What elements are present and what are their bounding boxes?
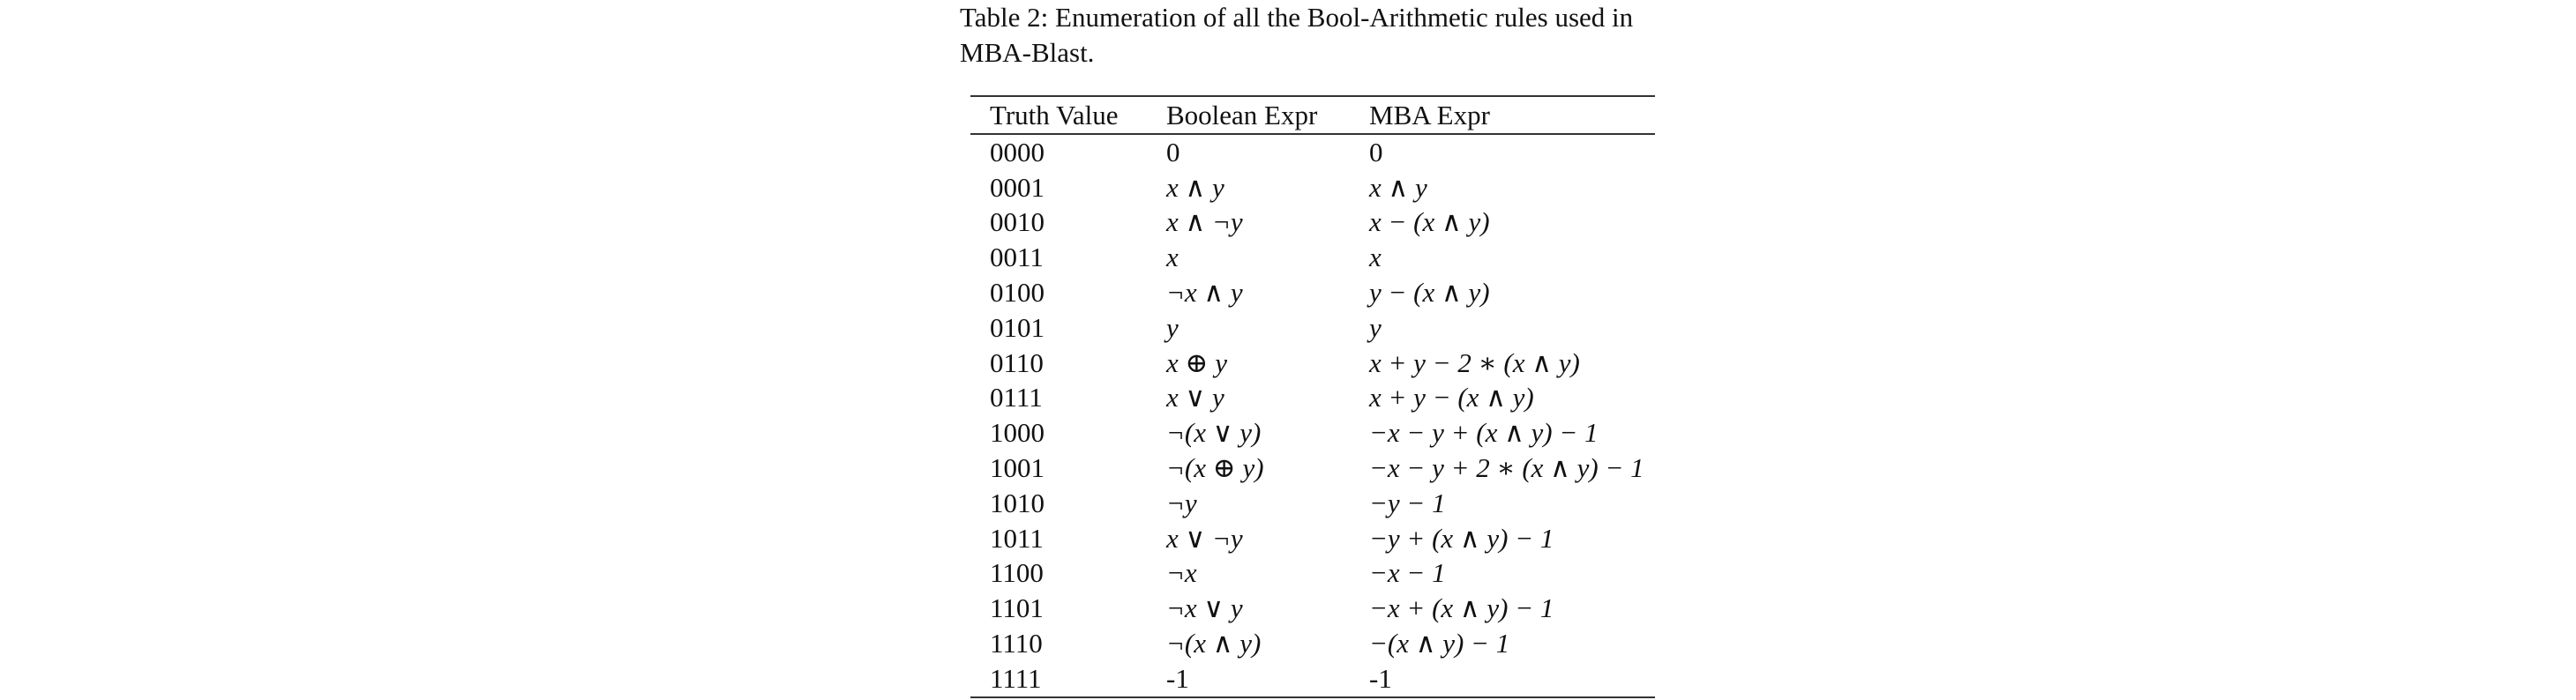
cell-boolean-expr: x: [1166, 242, 1179, 273]
cell-truth-value: 1100: [990, 557, 1044, 589]
cell-boolean-expr: ¬x: [1166, 557, 1197, 589]
table-caption: Table 2: Enumeration of all the Bool-Arithmetic rules used in MBA-Blast.: [960, 2, 1634, 68]
table-row: [970, 486, 1655, 521]
cell-truth-value: 1111: [990, 662, 1042, 694]
cell-boolean-expr: x ∨ y: [1166, 382, 1224, 413]
cell-mba-expr: x: [1369, 242, 1382, 273]
table-row: [970, 661, 1655, 697]
cell-mba-expr: y − (x ∧ y): [1369, 277, 1490, 309]
cell-boolean-expr: ¬(x ∨ y): [1166, 417, 1262, 449]
header-boolean-expr: Boolean Expr: [1166, 99, 1318, 130]
cell-mba-expr: −x − y + 2 ∗ (x ∧ y) − 1: [1369, 452, 1644, 484]
cell-boolean-expr: ¬x ∧ y: [1166, 277, 1243, 309]
cell-truth-value: 0110: [990, 346, 1044, 378]
rules-table-container: [970, 95, 1659, 698]
cell-truth-value: 0100: [990, 277, 1045, 309]
cell-mba-expr: 0: [1369, 136, 1383, 168]
cell-mba-expr: −x − y + (x ∧ y) − 1: [1369, 417, 1599, 449]
cell-boolean-expr: x ∨ ¬y: [1166, 522, 1243, 554]
cell-mba-expr: −x + (x ∧ y) − 1: [1369, 592, 1554, 624]
cell-boolean-expr: x ⊕ y: [1166, 346, 1227, 378]
table-row: [970, 134, 1655, 170]
table-row: [970, 521, 1655, 556]
cell-truth-value: 0010: [990, 206, 1045, 238]
cell-mba-expr: −y − 1: [1369, 487, 1446, 518]
cell-boolean-expr: ¬(x ⊕ y): [1166, 452, 1264, 484]
cell-mba-expr: −x − 1: [1369, 557, 1446, 589]
cell-truth-value: 1011: [990, 522, 1044, 554]
cell-boolean-expr: x ∧ y: [1166, 171, 1224, 203]
cell-truth-value: 1001: [990, 452, 1045, 484]
cell-truth-value: 1010: [990, 487, 1045, 518]
cell-truth-value: 0001: [990, 171, 1045, 203]
table-row: [970, 591, 1655, 626]
table-row: [970, 240, 1655, 275]
table-row: [970, 346, 1655, 381]
header-mba-expr: MBA Expr: [1369, 99, 1490, 130]
cell-boolean-expr: ¬x ∨ y: [1166, 592, 1243, 624]
cell-truth-value: 0101: [990, 311, 1045, 343]
table-row: [970, 205, 1655, 241]
bool-arithmetic-rules-table: [970, 95, 1655, 698]
cell-boolean-expr: 0: [1166, 136, 1180, 168]
cell-mba-expr: y: [1369, 311, 1382, 343]
header-truth-value: Truth Value: [990, 99, 1119, 130]
cell-boolean-expr: ¬(x ∧ y): [1166, 628, 1262, 659]
cell-boolean-expr: -1: [1166, 662, 1189, 694]
cell-boolean-expr: x ∧ ¬y: [1166, 206, 1243, 238]
table-header-row: [970, 96, 1655, 134]
cell-boolean-expr: y: [1166, 311, 1179, 343]
cell-truth-value: 1000: [990, 417, 1045, 449]
cell-mba-expr: −y + (x ∧ y) − 1: [1369, 522, 1554, 554]
cell-mba-expr: x + y − (x ∧ y): [1369, 382, 1534, 413]
cell-mba-expr: x ∧ y: [1369, 171, 1427, 203]
table-row: [970, 626, 1655, 661]
cell-truth-value: 1101: [990, 592, 1044, 624]
table-row: [970, 451, 1655, 486]
table-row: [970, 170, 1655, 205]
cell-mba-expr: -1: [1369, 662, 1392, 694]
table-row: [970, 556, 1655, 592]
table-row: [970, 415, 1655, 451]
cell-truth-value: 1110: [990, 628, 1043, 659]
cell-truth-value: 0011: [990, 242, 1044, 273]
table-row: [970, 381, 1655, 416]
cell-truth-value: 0111: [990, 382, 1043, 413]
cell-truth-value: 0000: [990, 136, 1045, 168]
cell-boolean-expr: ¬y: [1166, 487, 1197, 518]
cell-mba-expr: −(x ∧ y) − 1: [1369, 628, 1510, 659]
table-row: [970, 275, 1655, 310]
cell-mba-expr: x − (x ∧ y): [1369, 206, 1490, 238]
table-row: [970, 310, 1655, 346]
cell-mba-expr: x + y − 2 ∗ (x ∧ y): [1369, 346, 1580, 378]
table-body: [970, 134, 1655, 697]
